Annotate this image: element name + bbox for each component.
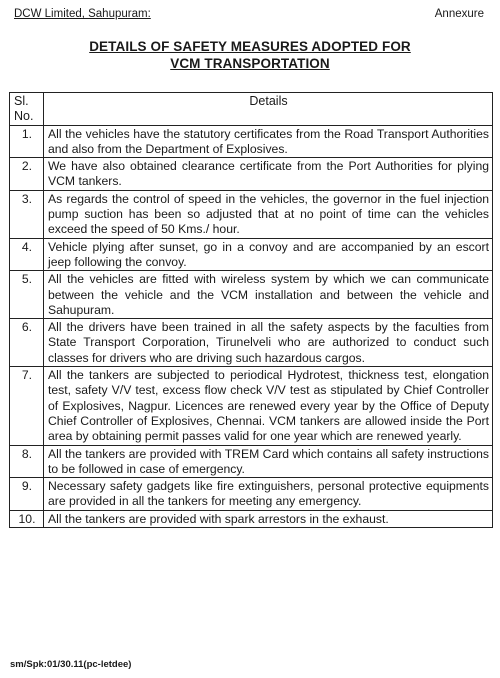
table-row [10, 478, 493, 511]
row-number: 7. [10, 367, 44, 445]
table-row [10, 319, 493, 367]
reference-code: sm/Spk:01/30.11(pc-letdee) [10, 659, 132, 670]
row-number: 10. [10, 510, 44, 527]
table-row [10, 238, 493, 271]
details-header: Details [44, 93, 493, 126]
company-name: DCW Limited, Sahupuram: [14, 8, 151, 20]
row-details: Vehicle plying after sunset, go in a convoy and are accompanied by an escort jeep following the convoy. [44, 238, 493, 271]
row-details: All the vehicles have the statutory certificates from the Road Transport Authorities and also from the Department of Explosives. [44, 125, 493, 158]
annexure-label: Annexure [434, 8, 484, 20]
table-row [10, 190, 493, 238]
table-row [10, 367, 493, 445]
table-header-row [10, 93, 493, 126]
title-line-2: VCM TRANSPORTATION [170, 56, 330, 71]
row-number: 4. [10, 238, 44, 271]
table-row [10, 271, 493, 319]
table-row [10, 125, 493, 158]
row-details: We have also obtained clearance certificate from the Port Authorities for plying VCM tankers. [44, 158, 493, 191]
row-details: As regards the control of speed in the vehicles, the governor in the fuel injection pump suction has been so adjusted that at no point of time can the vehicles exceed the speed of 50 Kms./ hour. [44, 190, 493, 238]
table-row [10, 510, 493, 527]
row-details: All the vehicles are fitted with wireless system by which we can communicate between the vehicle and the VCM installation and between the vehicle and Sahupuram. [44, 271, 493, 319]
table-row [10, 158, 493, 191]
row-details: All the tankers are provided with TREM Card which contains all safety instructions to be followed in case of emergency. [44, 445, 493, 478]
title-line-1: DETAILS OF SAFETY MEASURES ADOPTED FOR [89, 39, 411, 54]
row-number: 3. [10, 190, 44, 238]
row-number: 5. [10, 271, 44, 319]
row-details: Necessary safety gadgets like fire extinguishers, personal protective equipments are provided in all the tankers for meeting any emergency. [44, 478, 493, 511]
row-number: 2. [10, 158, 44, 191]
row-number: 1. [10, 125, 44, 158]
row-details: All the drivers have been trained in all the safety aspects by the faculties from State Transport Corporation, Tirunelveli who are authorized to conduct such classes for drivers who are driving such hazardous cargos. [44, 319, 493, 367]
row-number: 6. [10, 319, 44, 367]
table-row [10, 445, 493, 478]
row-number: 8. [10, 445, 44, 478]
document-title [0, 38, 500, 72]
row-number: 9. [10, 478, 44, 511]
sl-no-header: Sl. No. [10, 93, 44, 126]
row-details: All the tankers are provided with spark arrestors in the exhaust. [44, 510, 493, 527]
row-details: All the tankers are subjected to periodical Hydrotest, thickness test, elongation test, safety V/V test, excess flow check V/V test as stipulated by Chief Controller of Explosives, Nagpur. Licences are renewed every year by the Office of Deputy Chief Controller of Explosives, Chennai. VCM tankers are allowed inside the Port area by obtaining permit passes valid for one year which are renewed yearly. [44, 367, 493, 445]
safety-measures-table [9, 92, 493, 528]
